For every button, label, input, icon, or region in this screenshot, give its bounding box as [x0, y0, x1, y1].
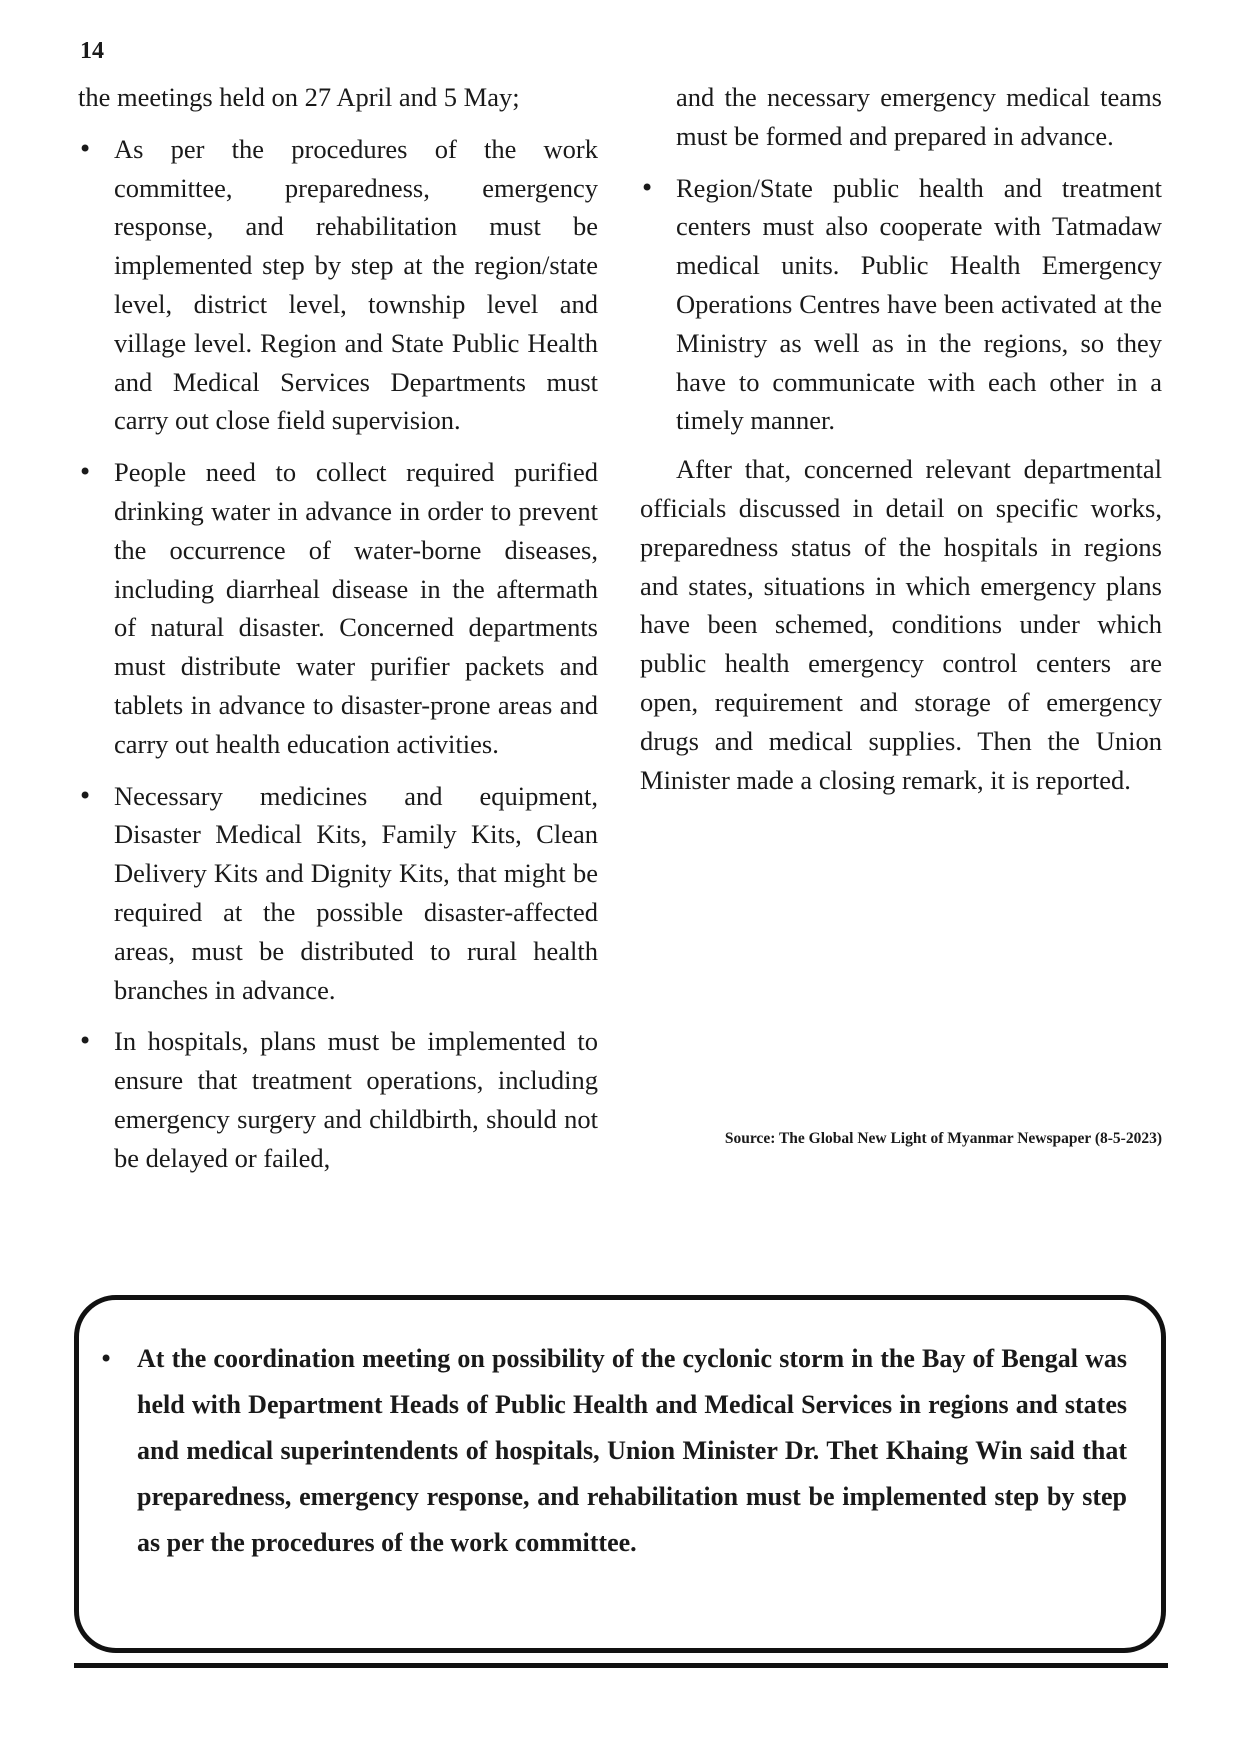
callout-bullet-text: • At the coordination meeting on possibility of the cyclonic storm in the Bay of Bengal was held with Department Heads of Public Health and Medical Services in regions and states and medical superintendents of hospitals, Union Minister Dr. Thet Khaing Win said that preparedness, emergency response, and rehabilitation must be implemented step by step as per the procedures of the work committee. [137, 1336, 1127, 1566]
bullet-item-medical-kits: • Necessary medicines and equipment, Disaster Medical Kits, Family Kits, Clean Delivery Kits and Dignity Kits, that might be required at the possible disaster-affected areas, must be distributed to rural health branches in advance. [78, 777, 598, 1010]
highlight-callout-box [74, 1295, 1166, 1653]
right-bullet-list [640, 169, 1162, 441]
bullet-item-drinking-water: • People need to collect required purified drinking water in advance in order to prevent the occurrence of water-borne diseases, including diarrheal disease in the aftermath of natural disaster. Concerned departments must distribute water purifier packets and tablets in advance to disaster-prone areas and carry out health education activities. [78, 453, 598, 763]
right-column [640, 78, 1162, 799]
bullet-item-hospital-plans: • In hospitals, plans must be implemented to ensure that treatment operations, including emergency surgery and childbirth, should not be delayed or failed, [78, 1022, 598, 1177]
right-continuation-text: and the necessary emergency medical teams must be formed and prepared in advance. [676, 82, 1162, 151]
bottom-divider-line [74, 1663, 1168, 1668]
bullet-item-procedures: • As per the procedures of the work committee, preparedness, emergency response, and rehabilitation must be implemented step by step at the region/state level, district level, township level and village level. Region and State Public Health and Medical Services Departments must carry out close field supervision. [78, 130, 598, 440]
callout-bullet-list [137, 1336, 1127, 1566]
source-citation: Source: The Global New Light of Myanmar Newspaper (8-5-2023) [724, 1130, 1162, 1147]
left-intro-text: the meetings held on 27 April and 5 May; [78, 82, 520, 112]
left-bullet-list [78, 130, 598, 1178]
left-column [78, 78, 598, 1178]
page-number: 14 [80, 38, 104, 64]
closing-paragraph: After that, concerned relevant departmental officials discussed in detail on specific works, preparedness status of the hospitals in regions and states, situations in which emergency plans have been schemed, conditions under which public health emergency control centers are open, requirement and storage of emergency drugs and medical supplies. Then the Union Minister made a closing remark, it is reported. [640, 454, 1162, 795]
bullet-item-cooperation: • Region/State public health and treatment centers must also cooperate with Tatmadaw medical units. Public Health Emergency Operations Centres have been activated at the Ministry as well as in the regions, so they have to communicate with each other in a timely manner. [640, 169, 1162, 441]
